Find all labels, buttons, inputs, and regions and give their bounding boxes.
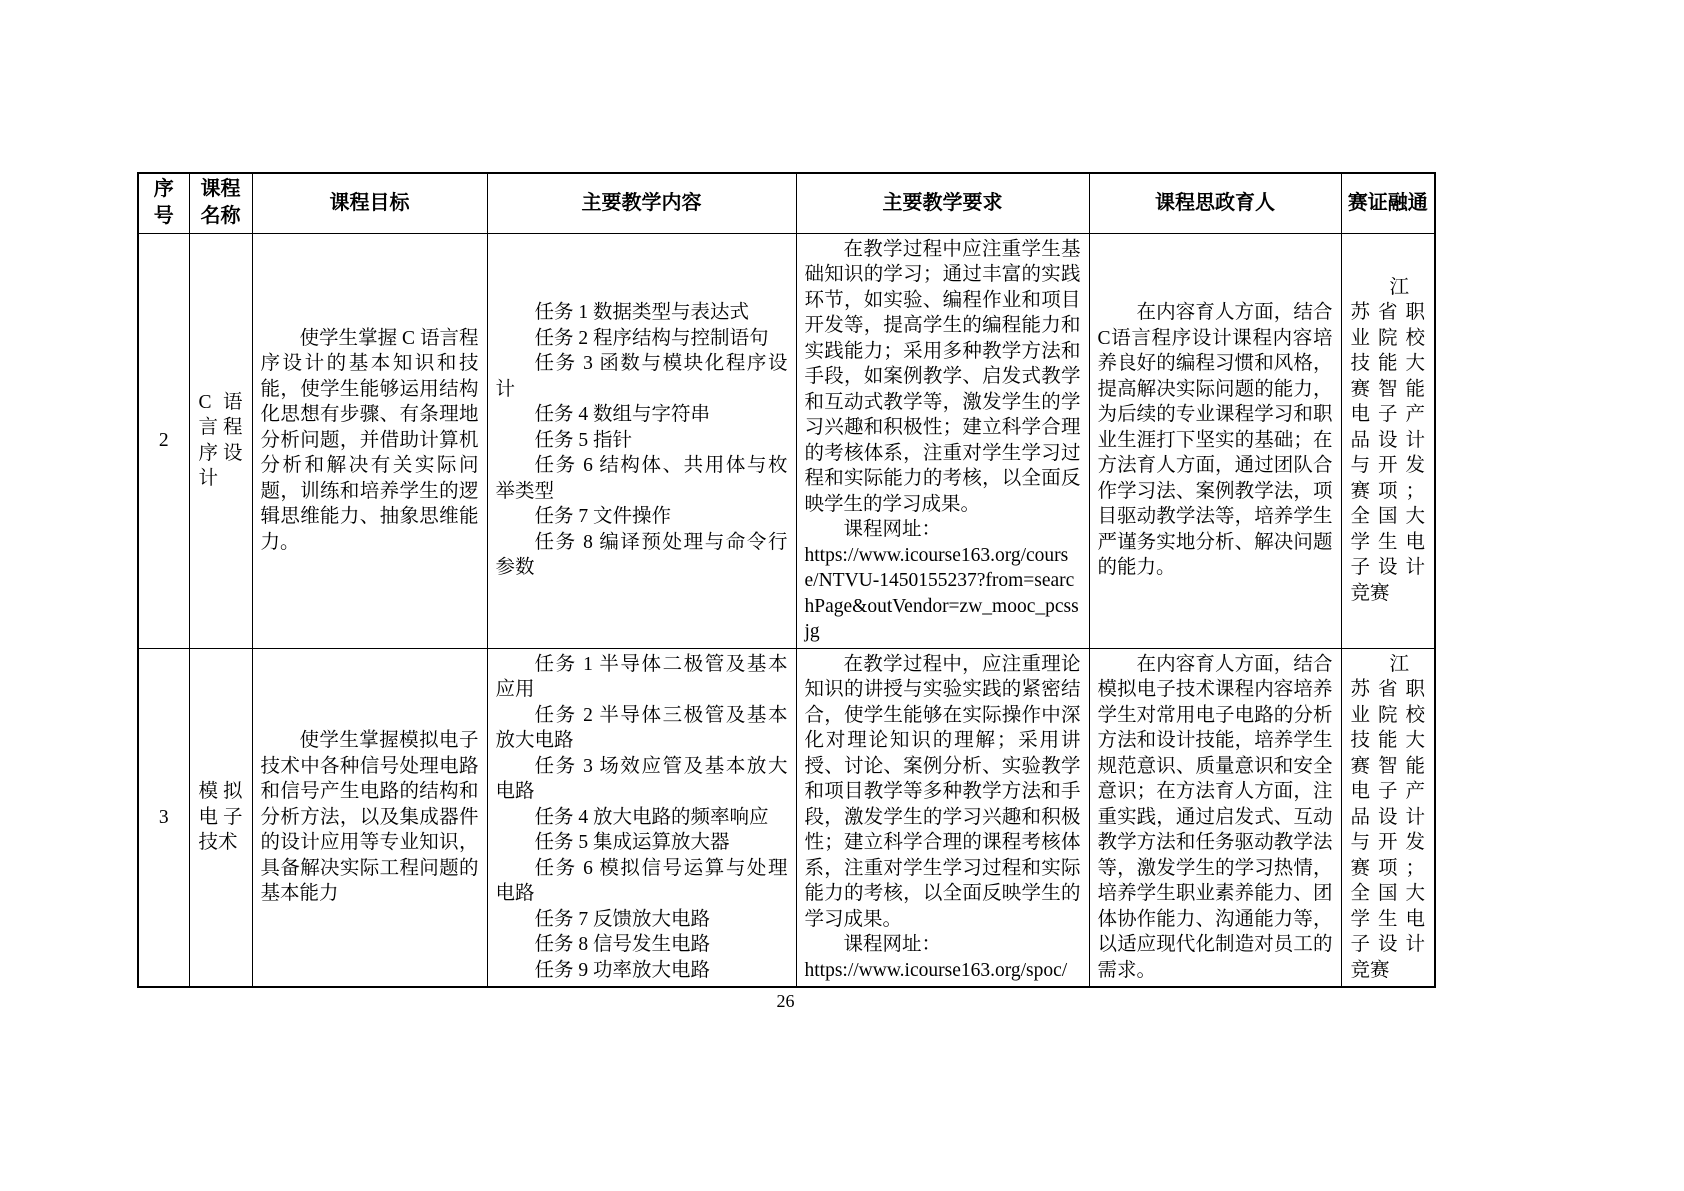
task-item: 任务 8 信号发生电路 xyxy=(534,934,711,955)
cell-course-objective xyxy=(252,648,487,987)
competition-cert-text: 江苏省职业院校技能大赛智能电子产品设计与开发赛项；全国大学生电子设计竞赛 xyxy=(1350,653,1425,981)
ideology-education-text: 在内容育人方面，结合C语言程序设计课程内容培养良好的编程习惯和风格，提高解决实际问题的能力，为后续的专业课程学习和职业生涯打下坚实的基础；在方法育人方面，通过团队合作学习法、案例教学法，项目驱动教学法等，培养学生严谨务实地分析、解决问题的能力。 xyxy=(1097,302,1333,579)
cell-teaching-requirement xyxy=(796,648,1089,987)
header-teaching-requirement: 主要教学要求 xyxy=(796,173,1089,233)
table-row-analog-electronics xyxy=(138,648,1435,987)
task-item: 任务 7 反馈放大电路 xyxy=(534,908,711,930)
cell-seq-no xyxy=(138,233,189,648)
course-name-text: 模拟电子技术 xyxy=(198,781,243,853)
task-item: 任务 4 数组与字符串 xyxy=(534,404,711,426)
header-course-name: 课程名称 xyxy=(189,173,252,233)
ideology-education-text: 在内容育人方面，结合模拟电子技术课程内容培养学生对常用电子电路的分析方法和设计技能，培养学生规范意识、质量意识和安全意识；在方法育人方面，注重实践，通过启发式、互动教学方法和任务驱动教学法等，激发学生的学习热情，培养学生职业素养能力、团体协作能力、沟通能力等，以适应现代化制造对员工的需求。 xyxy=(1097,653,1333,981)
task-item: 任务 9 功率放大电路 xyxy=(534,959,711,981)
course-url-label: 课程网址： xyxy=(843,934,942,955)
table-row-c-language xyxy=(138,233,1435,648)
cell-seq-no xyxy=(138,648,189,987)
teaching-requirement-text: 在教学过程中应注重学生基础知识的学习；通过丰富的实践环节，如实验、编程作业和项目开发等，提高学生的编程能力和实践能力；采用多种教学方法和手段，如案例教学、启发式教学和互动式教学等，激发学生的学习兴趣和积极性；建立科学合理的考核体系，注重对学生学习过程和实际能力的考核，以全面反映学生的学习成果。 xyxy=(804,238,1081,515)
cell-course-name xyxy=(189,648,252,987)
cell-course-name xyxy=(189,233,252,648)
task-item: 任务 6 模拟信号运算与处理电路 xyxy=(495,857,788,904)
cell-course-objective xyxy=(252,233,487,648)
header-seq-no: 序号 xyxy=(138,173,189,233)
teaching-requirement-text: 在教学过程中，应注重理论知识的讲授与实验实践的紧密结合，使学生能够在实际操作中深化对理论知识的理解；采用讲授、讨论、案例分析、实验教学和项目教学等多种教学方法和手段，激发学生的学习兴趣和积极性；建立科学合理的课程考核体系，注重对学生学习过程和实际能力的考核，以全面反映学生的学习成果。 xyxy=(804,653,1081,930)
competition-cert-text: 江苏省职业院校技能大赛智能电子产品设计与开发赛项；全国大学生电子设计竞赛 xyxy=(1350,276,1425,604)
cell-ideology-education xyxy=(1089,648,1341,987)
task-item: 任务 5 指针 xyxy=(534,429,633,451)
course-objective-text: 使学生掌握 C 语言程序设计的基本知识和技能，使学生能够运用结构化思想有步骤、有条理地分析问题，并借助计算机分析和解决有关实际问题，训练和培养学生的逻辑思维能力、抽象思维能力。 xyxy=(260,327,479,553)
task-item: 任务 8 编译预处理与命令行参数 xyxy=(495,531,788,579)
seq-no-text: 3 xyxy=(158,806,169,828)
task-item: 任务 4 放大电路的频率响应 xyxy=(534,806,769,828)
header-teaching-content: 主要教学内容 xyxy=(487,173,796,233)
table-header-row xyxy=(138,173,1435,233)
task-item: 任务 7 文件操作 xyxy=(534,506,672,528)
cell-competition-cert xyxy=(1341,233,1435,648)
task-item: 任务 3 函数与模块化程序设计 xyxy=(495,353,788,400)
task-item: 任务 1 数据类型与表达式 xyxy=(534,302,750,324)
course-objective-text: 使学生掌握模拟电子技术中各种信号处理电路和信号产生电路的结构和分析方法，以及集成器件的设计应用等专业知识，具备解决实际工程问题的基本能力 xyxy=(260,730,479,904)
task-item: 任务 5 集成运算放大器 xyxy=(534,832,730,853)
task-item: 任务 2 半导体三极管及基本放大电路 xyxy=(495,704,788,751)
header-course-objective: 课程目标 xyxy=(252,173,487,233)
page-number: 26 xyxy=(776,991,795,1011)
task-item: 任务 1 半导体二极管及基本应用 xyxy=(495,653,788,700)
course-url-text: https://www.icourse163.org/spoc/ xyxy=(804,959,1068,981)
cell-teaching-content xyxy=(487,648,796,987)
task-item: 任务 6 结构体、共用体与枚举类型 xyxy=(495,455,788,502)
cell-teaching-content xyxy=(487,233,796,648)
course-name-text: C 语言程序设计 xyxy=(198,391,243,489)
course-url-text: https://www.icourse163.org/course/NTVU-1450155237?from=searchPage&outVendor=zw_mooc_pcssjg xyxy=(804,544,1079,642)
course-plan-table xyxy=(137,172,1436,988)
task-item: 任务 3 场效应管及基本放大电路 xyxy=(495,755,788,802)
task-item: 任务 2 程序结构与控制语句 xyxy=(534,327,769,349)
header-ideology-education: 课程思政育人 xyxy=(1089,173,1341,233)
header-competition-cert: 赛证融通 xyxy=(1341,173,1435,233)
seq-no-text: 2 xyxy=(158,429,169,451)
cell-ideology-education xyxy=(1089,233,1341,648)
cell-competition-cert xyxy=(1341,648,1435,987)
cell-teaching-requirement xyxy=(796,233,1089,648)
course-url-label: 课程网址： xyxy=(843,519,942,540)
